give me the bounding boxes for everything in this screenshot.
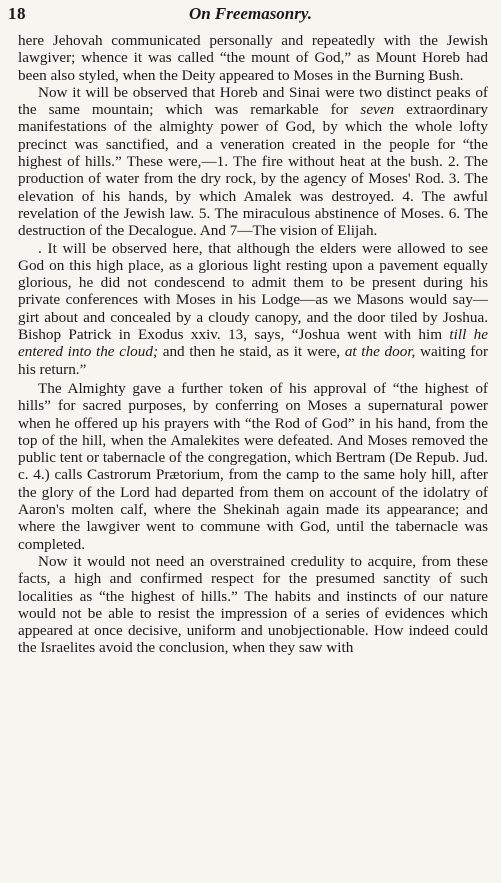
italic-segment: at the door, — [344, 343, 416, 361]
text-segment: Now it would not need an overstrained credulity to acquire, from these facts, a high and confirmed respect for the presumed sanctity of such localities as “the highest of hills.” The habits and instincts of our nature would not be able to resist the impression of a series of evidences which appeared at once decisive, uniform and unobjectionable. How indeed could the Israelites avoid the conclusion, when they saw with — [18, 552, 488, 657]
text-segment: waiting for his return.” — [18, 343, 488, 378]
page-header — [8, 4, 493, 26]
italic-segment: seven — [360, 101, 395, 119]
text-segment: The Almighty gave a further token of his approval of “the highest of hills” for sacred purposes, by conferring on Moses a supernatural power when he offered up his prayers with “the Rod of God” in his hand, from the top of the hill, when the Amalekites were defeated. And Moses removed the public tent or tabernacle of the congregation, which Bertram (De Repub. Jud. c. 4.) calls Castrorum Prætorium, from the camp to the same holy hill, after the glory of the Lord had departed from them on account of the idolatry of Aaron's molten calf, where the Shekinah again made its appearance; and where the lawgiver went to commune with God, until the tabernacle was completed. — [18, 379, 488, 553]
paragraph-p2 — [18, 84, 488, 240]
italic-segment: till he entered into the cloud; — [18, 326, 488, 361]
running-head: On Freemasonry. — [188, 4, 313, 23]
page-number: 18 — [8, 4, 26, 23]
text-segment: here Jehovah communicated personally and repeatedly with the Jewish lawgiver; whence it was called “the mount of God,” as Mount Horeb had been also styled, when the Deity appeared to Moses in the Burning Bush. — [18, 32, 488, 84]
paragraph-p1 — [18, 32, 488, 84]
text-segment: extraordinary manifestations of the almighty power of God, by which the whole lofty precinct was sanctified, and a veneration created in the people for “the highest of hills.” These were,—1. The fire without heat at the bush. 2. The production of water from the dry rock, by the agency of Moses' Rod. 3. The elevation of his hands, by which Amalek was destroyed. 4. The awful revelation of the Jewish law. 5. The miraculous abstinence of Moses. 6. The destruction of the Decalogue. And 7—The vision of Elijah. — [18, 101, 488, 240]
text-segment: Now it will be observed that Horeb and Sinai were two distinct peaks of the same mountain; which was remarkable for — [18, 83, 488, 119]
paragraph-p4 — [18, 380, 488, 553]
body-text — [18, 32, 488, 657]
paragraph-p3 — [18, 240, 488, 378]
text-segment: . It will be observed here, that although the elders were allowed to see God on this high place, as a glorious light resting upon a pavement equally glorious, he did not condescend to admit them to be present during his private conferences with Moses in his Lodge—as we Masons would say—girt about and concealed by a cloudy canopy, and the door tiled by Joshua. Bishop Patrick in Exodus xxiv. 13, says, “Joshua went with him — [18, 239, 488, 344]
text-segment: and then he staid, as it were, — [158, 343, 345, 361]
paragraph-p5 — [18, 553, 488, 657]
